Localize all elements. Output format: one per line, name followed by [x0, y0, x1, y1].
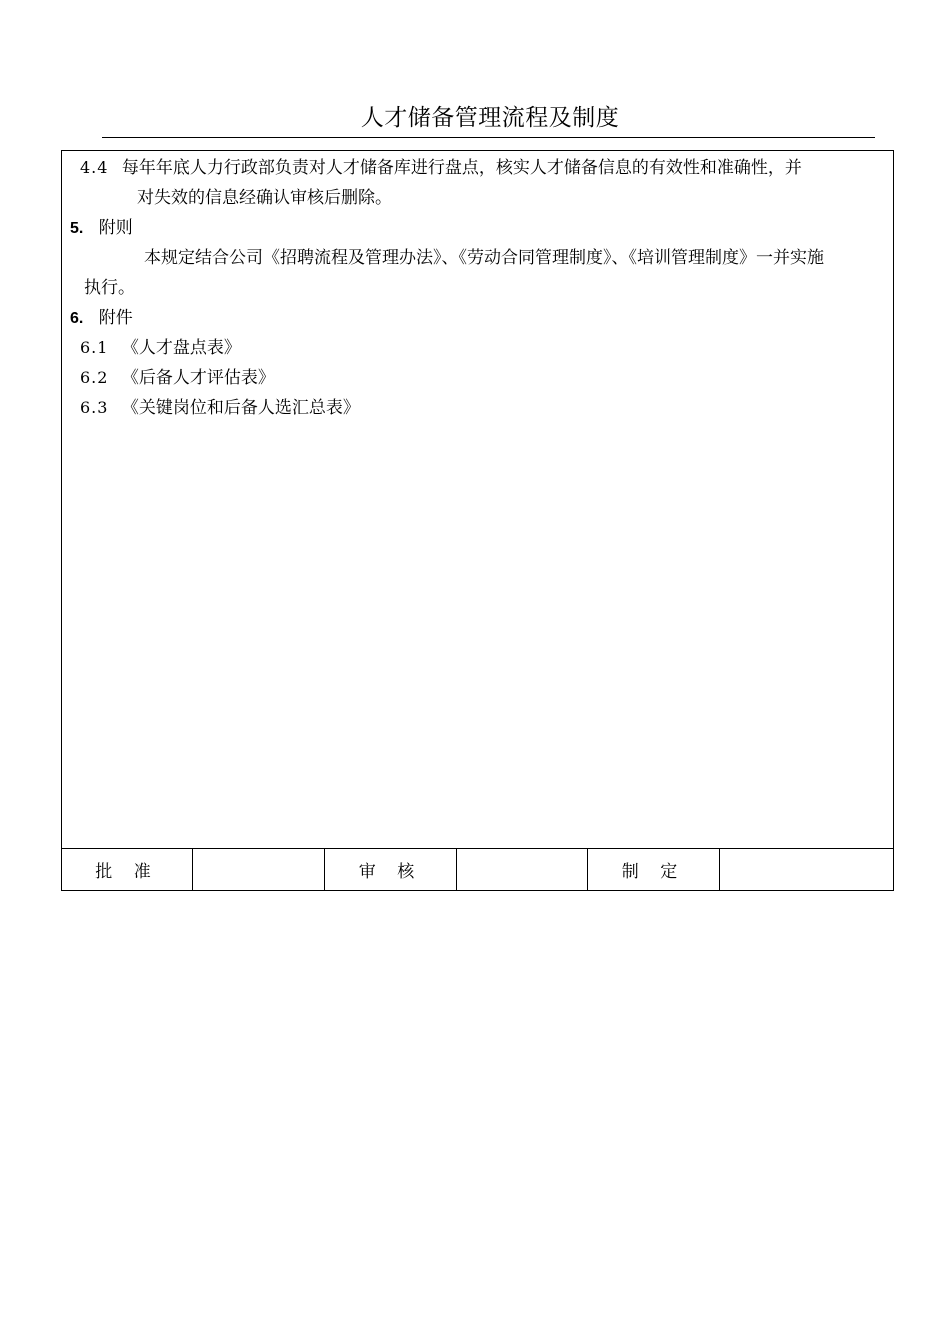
- review-label: 审 核: [325, 849, 457, 890]
- section-6-number: 6.: [70, 310, 84, 327]
- attachment-title: 《人才盘点表》: [121, 338, 241, 358]
- section-5-text-1: 本规定结合公司《招聘流程及管理办法》、《劳动合同管理制度》、《培训管理制度》一并实施: [144, 248, 824, 268]
- section-5-heading: [70, 213, 133, 244]
- document-frame: [61, 150, 894, 891]
- review-field[interactable]: [457, 849, 588, 890]
- title-underline: [102, 137, 875, 138]
- signoff-row: [62, 849, 893, 890]
- section-6-title: 附件: [98, 308, 133, 328]
- approve-field[interactable]: [193, 849, 325, 890]
- section-5-text-2: 执行。: [84, 278, 135, 298]
- section-4-4-text-1: 每年年底人力行政部负责对人才储备库进行盘点，核实人才储备信息的有效性和准确性，并: [121, 158, 802, 178]
- section-5-title: 附则: [98, 218, 133, 238]
- attachment-item: [80, 393, 360, 423]
- document-title: 人才储备管理流程及制度: [360, 105, 620, 131]
- attachment-item: [80, 333, 241, 363]
- attachment-number: 6.1: [80, 338, 109, 357]
- attachment-number: 6.2: [80, 368, 109, 387]
- section-4-4-line-1: [80, 153, 802, 183]
- draft-label: 制 定: [588, 849, 720, 890]
- attachment-number: 6.3: [80, 398, 109, 417]
- section-4-4-number: 4.4: [80, 158, 109, 177]
- attachment-title: 《关键岗位和后备人选汇总表》: [121, 398, 360, 418]
- attachment-item: [80, 363, 275, 393]
- attachment-title: 《后备人才评估表》: [121, 368, 275, 388]
- approve-label: 批 准: [62, 849, 193, 890]
- section-5-number: 5.: [70, 220, 84, 237]
- document-body: [62, 151, 893, 849]
- section-6-heading: [70, 303, 133, 334]
- draft-field[interactable]: [720, 849, 893, 890]
- section-4-4-text-2: 对失效的信息经确认审核后删除。: [137, 188, 392, 208]
